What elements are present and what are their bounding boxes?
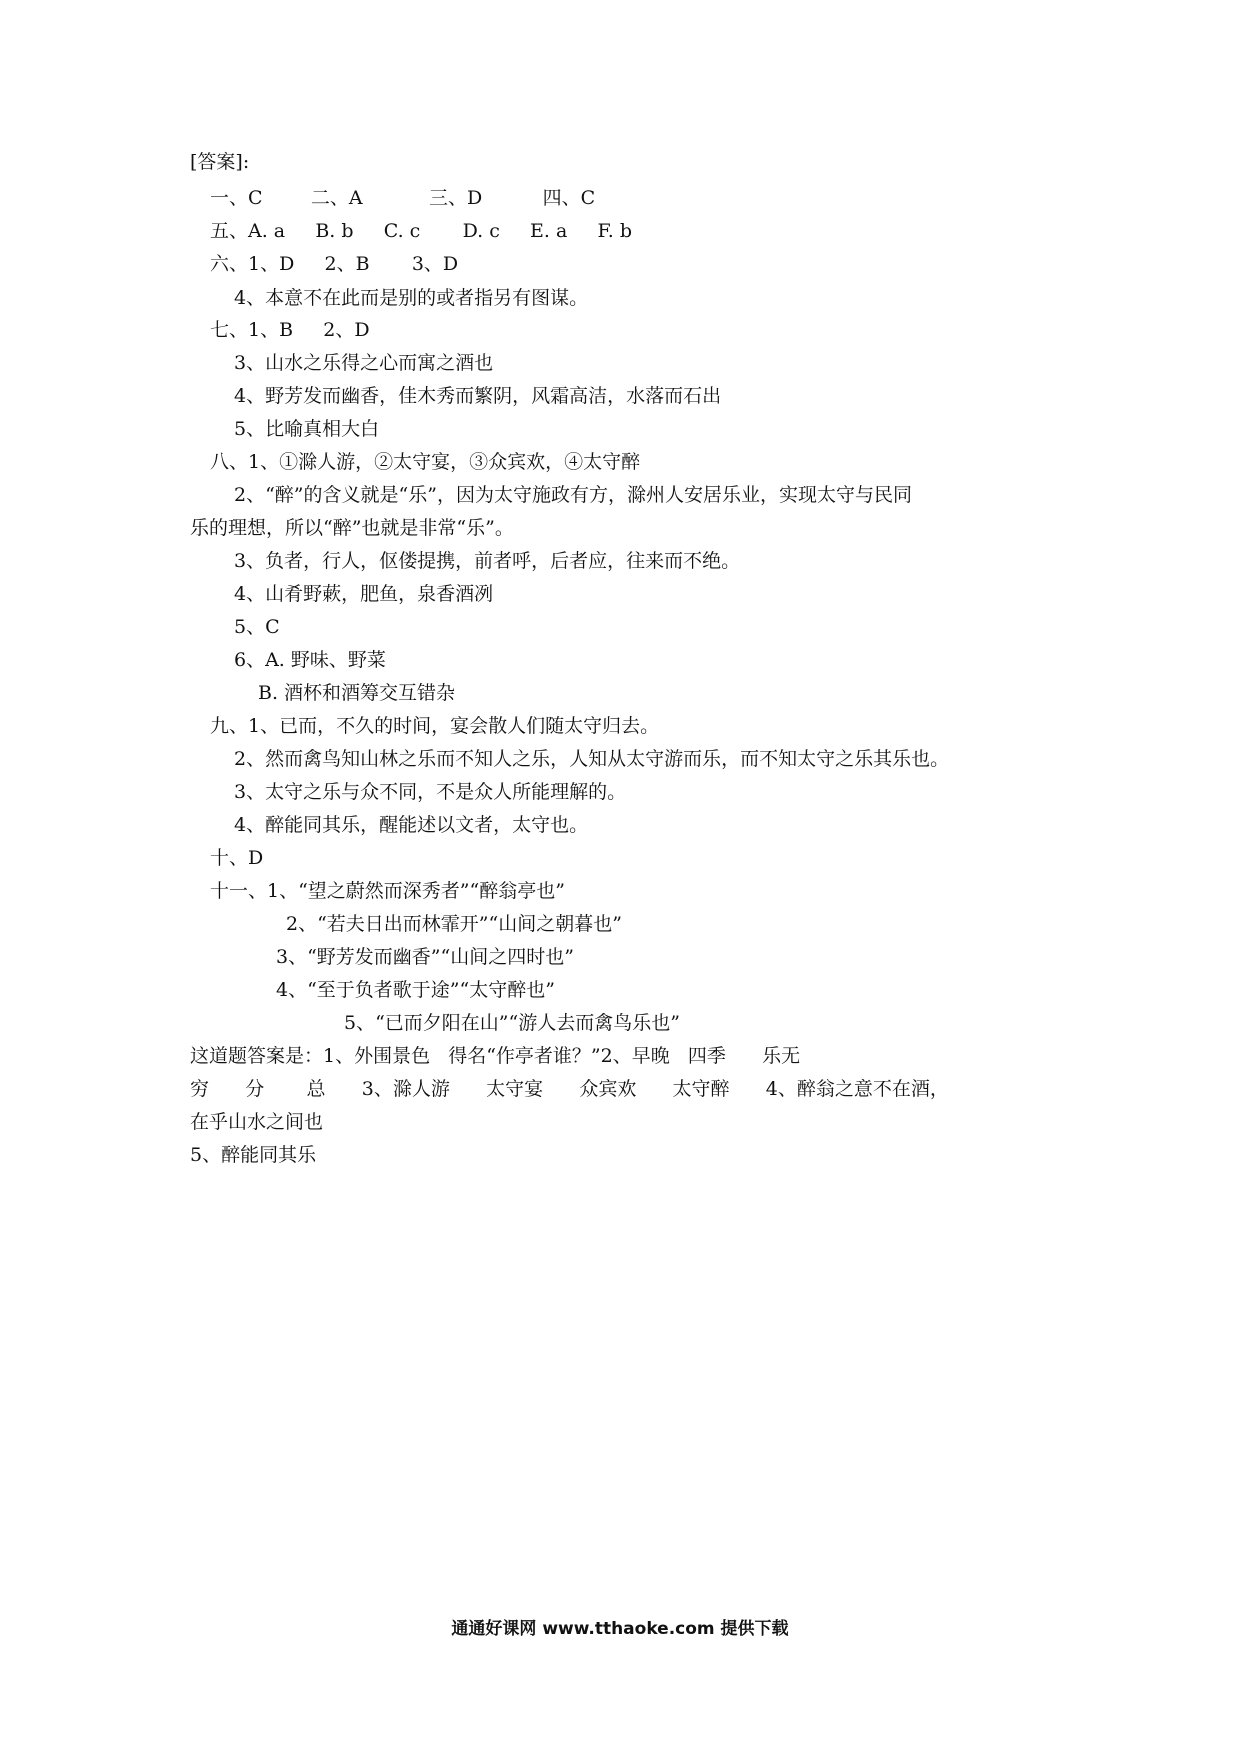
answer-line: B. 酒杯和酒筹交互错杂 [258, 682, 456, 704]
answer-line: 九、1、已而，不久的时间，宴会散人们随太守归去。 [210, 715, 660, 737]
answer-line: 穷 分 总 3、滁人游 太守宴 众宾欢 太守醉 4、醉翁之意不在酒， [190, 1078, 949, 1100]
answer-line: 4、本意不在此而是别的或者指另有图谋。 [234, 287, 589, 309]
answer-line: 2、“若夫日出而林霏开”“山间之朝暮也” [286, 913, 622, 935]
answer-line: 4、醉能同其乐，醒能述以文者，太守也。 [234, 814, 589, 836]
answer-line: 乐的理想，所以“醉”也就是非常“乐”。 [190, 517, 514, 539]
answer-line: 五、A. a B. b C. c D. c E. a F. b [210, 220, 632, 242]
answer-line: 十、D [210, 847, 264, 869]
answer-line: 5、C [234, 616, 280, 638]
answer-line: 5、醉能同其乐 [190, 1144, 317, 1166]
answer-line: 5、比喻真相大白 [234, 418, 380, 440]
answer-line: 2、然而禽鸟知山林之乐而不知人之乐，人知从太守游而乐，而不知太守之乐其乐也。 [234, 748, 950, 770]
answer-line: 4、野芳发而幽香，佳木秀而繁阴，风霜高洁，水落而石出 [234, 385, 722, 407]
answer-line: 这道题答案是：1、外围景色 得名“作亭者谁？”2、早晚 四季 乐无 [190, 1045, 801, 1067]
answer-heading: [答案]: [190, 151, 250, 173]
answer-line: 十一、1、“望之蔚然而深秀者”“醉翁亭也” [210, 880, 565, 902]
answer-line: 5、“已而夕阳在山”“游人去而禽鸟乐也” [344, 1012, 680, 1034]
answer-line: 八、1、①滁人游，②太守宴，③众宾欢，④太守醉 [210, 451, 641, 473]
answer-line: 4、“至于负者歌于途”“太守醉也” [276, 979, 555, 1001]
answer-line: 3、山水之乐得之心而寓之酒也 [234, 352, 494, 374]
answer-line: 3、太守之乐与众不同，不是众人所能理解的。 [234, 781, 627, 803]
answer-line: 2、“醉”的含义就是“乐”，因为太守施政有方，滁州人安居乐业，实现太守与民同 [234, 484, 912, 506]
answer-line: 6、A. 野味、野菜 [234, 649, 386, 671]
answer-line: 4、山肴野蔌，肥鱼，泉香酒冽 [234, 583, 494, 605]
answer-line: 七、1、B 2、D [210, 319, 370, 341]
answer-line: 在乎山水之间也 [190, 1111, 324, 1133]
answer-line: 3、“野芳发而幽香”“山间之四时也” [276, 946, 574, 968]
answer-line: 3、负者，行人，伛偻提携，前者呼，后者应，往来而不绝。 [234, 550, 741, 572]
answer-line: 一、C 二、A 三、D 四、C [210, 187, 596, 209]
footer-download-note: 通通好课网 www.tthaoke.com 提供下载 [451, 1619, 789, 1639]
answer-line: 六、1、D 2、B 3、D [210, 253, 459, 275]
